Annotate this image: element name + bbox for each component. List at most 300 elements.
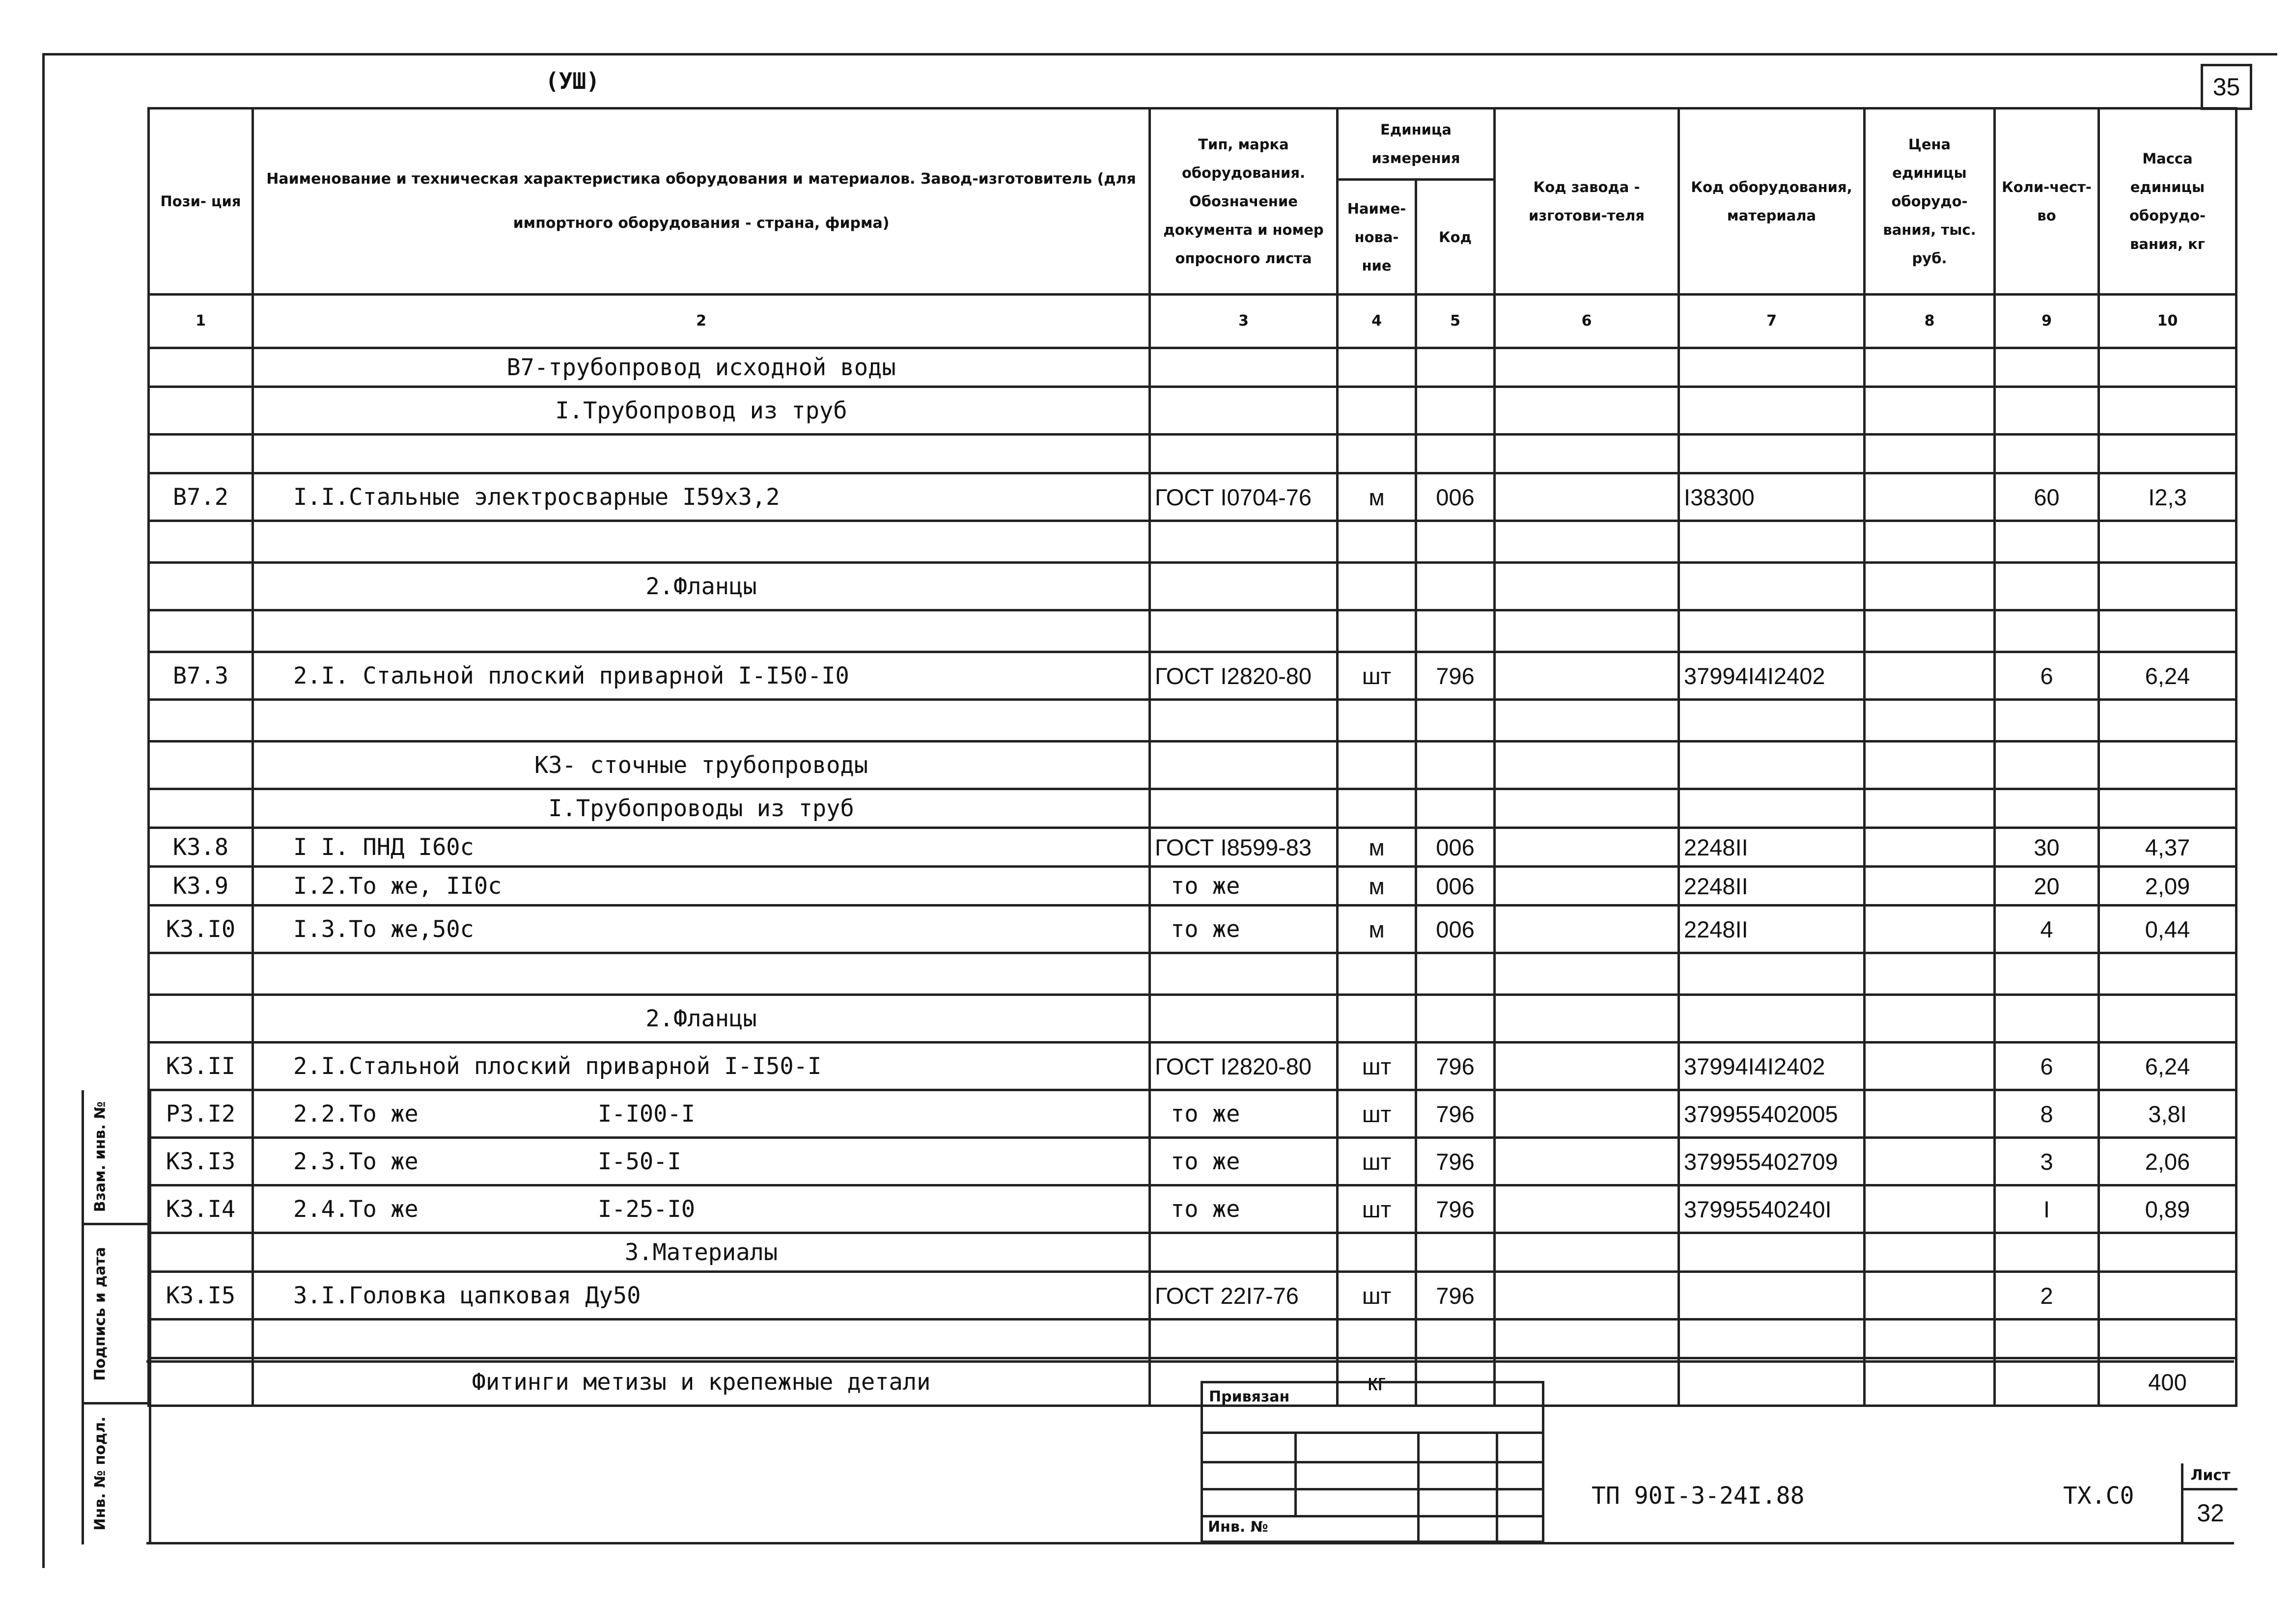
row-unit-code: 006: [1416, 828, 1495, 867]
row-unit: [1338, 348, 1416, 387]
row-document: [1150, 953, 1338, 995]
row-position: Р3.I2: [149, 1090, 253, 1138]
stamp-inv-label: Инв. №: [1208, 1518, 1268, 1536]
row-factory-code: [1495, 1320, 1679, 1358]
row-unit: [1338, 563, 1416, 610]
sheet-label: Лист: [2183, 1463, 2237, 1490]
row-price: [1865, 1043, 1995, 1090]
side-label-sign-date: Подпись и дата: [91, 1246, 109, 1381]
row-mass: [2099, 435, 2236, 473]
row-document: то же: [1150, 867, 1338, 906]
row-quantity: [1995, 435, 2099, 473]
row-document: то же: [1150, 1138, 1338, 1185]
row-unit: [1338, 521, 1416, 563]
sheet-box: [2181, 1463, 2237, 1542]
row-position: [149, 953, 253, 995]
header-unit-group: Единица измерения: [1338, 109, 1495, 180]
row-mass: [2099, 789, 2236, 828]
table-row: [149, 742, 2236, 789]
row-unit: шт: [1338, 652, 1416, 700]
row-name-size: I-25-I0: [598, 1195, 696, 1223]
row-price: [1865, 906, 1995, 953]
row-quantity: 20: [1995, 867, 2099, 906]
row-position: В7.3: [149, 652, 253, 700]
row-document: ГОСТ I8599-83: [1150, 828, 1338, 867]
row-unit: [1338, 387, 1416, 435]
row-quantity: 8: [1995, 1090, 2099, 1138]
row-mass: 4,37: [2099, 828, 2236, 867]
row-factory-code: [1495, 995, 1679, 1043]
row-price: [1865, 1358, 1995, 1406]
row-price: [1865, 789, 1995, 828]
row-equipment-code: 379955402709: [1679, 1138, 1865, 1185]
row-quantity: 30: [1995, 828, 2099, 867]
row-factory-code: [1495, 473, 1679, 521]
row-position: [149, 435, 253, 473]
header-equipment-code: Код оборудования, материала: [1679, 109, 1865, 295]
row-unit-code: [1416, 521, 1495, 563]
row-unit: [1338, 742, 1416, 789]
row-unit-code: 796: [1416, 1090, 1495, 1138]
row-equipment-code: [1679, 610, 1865, 652]
table-row: [149, 348, 2236, 387]
row-unit-code: [1416, 435, 1495, 473]
row-factory-code: [1495, 789, 1679, 828]
row-position: К3.8: [149, 828, 253, 867]
row-name: 3.I.Головка цапковая Ду50: [253, 1272, 1150, 1320]
row-mass: 6,24: [2099, 652, 2236, 700]
row-position: [149, 1358, 253, 1406]
header-unit-code: Код: [1416, 180, 1495, 295]
table-row: [149, 828, 2236, 867]
row-name: 2.Фланцы: [253, 563, 1150, 610]
row-price: [1865, 1138, 1995, 1185]
row-equipment-code: I38300: [1679, 473, 1865, 521]
row-unit-code: 796: [1416, 1138, 1495, 1185]
specification-body: [149, 348, 2236, 1406]
row-unit-code: 006: [1416, 906, 1495, 953]
header-position: Пози- ция: [149, 109, 253, 295]
row-equipment-code: [1679, 1272, 1865, 1320]
page-number: 35: [2201, 64, 2252, 110]
side-label-inv-original: Инв. № подл.: [91, 1416, 109, 1531]
row-price: [1865, 700, 1995, 742]
row-equipment-code: 37995540240I: [1679, 1185, 1865, 1233]
row-unit: [1338, 435, 1416, 473]
row-unit: м: [1338, 828, 1416, 867]
row-name: [253, 610, 1150, 652]
row-price: [1865, 610, 1995, 652]
row-name: [253, 435, 1150, 473]
footer-divider: [146, 1360, 2234, 1363]
row-unit-code: [1416, 387, 1495, 435]
row-name-size: I-50-I: [598, 1148, 681, 1175]
header-mass: Масса единицы оборудо-вания, кг: [2099, 109, 2236, 295]
row-unit-code: [1416, 789, 1495, 828]
row-equipment-code: [1679, 435, 1865, 473]
table-row: [149, 387, 2236, 435]
row-mass: [2099, 1272, 2236, 1320]
row-price: [1865, 387, 1995, 435]
row-unit-code: 006: [1416, 867, 1495, 906]
column-number: 4: [1338, 295, 1416, 348]
row-position: [149, 348, 253, 387]
row-mass: [2099, 521, 2236, 563]
table-row: [149, 1090, 2236, 1138]
column-number: 7: [1679, 295, 1865, 348]
row-unit-code: [1416, 1233, 1495, 1272]
row-price: [1865, 1233, 1995, 1272]
row-position: [149, 610, 253, 652]
column-number: 2: [253, 295, 1150, 348]
row-unit: шт: [1338, 1090, 1416, 1138]
row-quantity: [1995, 789, 2099, 828]
table-row: [149, 867, 2236, 906]
specification-table: [147, 107, 2237, 1407]
row-position: К3.9: [149, 867, 253, 906]
row-factory-code: [1495, 563, 1679, 610]
row-equipment-code: [1679, 789, 1865, 828]
row-equipment-code: 379955402005: [1679, 1090, 1865, 1138]
row-unit: [1338, 1320, 1416, 1358]
row-price: [1865, 1272, 1995, 1320]
column-number: 8: [1865, 295, 1995, 348]
row-factory-code: [1495, 1233, 1679, 1272]
footer-bottom-line: [146, 1542, 2234, 1544]
row-mass: [2099, 1233, 2236, 1272]
header-type-mark: Тип, марка оборудования. Обозначение документа и номер опросного листа: [1150, 109, 1338, 295]
table-row: [149, 610, 2236, 652]
row-factory-code: [1495, 1090, 1679, 1138]
row-factory-code: [1495, 700, 1679, 742]
table-row: [149, 1272, 2236, 1320]
row-position: [149, 521, 253, 563]
row-unit-code: [1416, 742, 1495, 789]
side-cell-inv-original: [84, 1404, 149, 1542]
row-document: [1150, 700, 1338, 742]
row-unit: шт: [1338, 1272, 1416, 1320]
row-position: К3.I4: [149, 1185, 253, 1233]
row-quantity: [1995, 1358, 2099, 1406]
row-unit-code: 796: [1416, 1043, 1495, 1090]
row-equipment-code: [1679, 700, 1865, 742]
row-equipment-code: 2248II: [1679, 828, 1865, 867]
row-equipment-code: [1679, 348, 1865, 387]
sheet-number: 32: [2197, 1499, 2224, 1527]
row-mass: 6,24: [2099, 1043, 2236, 1090]
row-name: 2.I. Стальной плоский приварной I-I50-I0: [253, 652, 1150, 700]
table-row: [149, 1233, 2236, 1272]
row-mass: I2,3: [2099, 473, 2236, 521]
row-price: [1865, 652, 1995, 700]
table-row: [149, 473, 2236, 521]
row-position: [149, 1233, 253, 1272]
table-row: [149, 435, 2236, 473]
row-document: то же: [1150, 1090, 1338, 1138]
row-name: 2.I.Стальной плоский приварной I-I50-I: [253, 1043, 1150, 1090]
row-factory-code: [1495, 953, 1679, 995]
row-equipment-code: 2248II: [1679, 867, 1865, 906]
header-unit-name: Наиме-нова-ние: [1338, 180, 1416, 295]
row-equipment-code: [1679, 953, 1865, 995]
side-cell-inv-replace: [84, 1090, 149, 1225]
row-name: Фитинги метизы и крепежные детали: [253, 1358, 1150, 1406]
table-row: [149, 1185, 2236, 1233]
table-row: [149, 1320, 2236, 1358]
row-name: В7-трубопровод исходной воды: [253, 348, 1150, 387]
row-quantity: 60: [1995, 473, 2099, 521]
row-unit-code: [1416, 610, 1495, 652]
row-quantity: [1995, 953, 2099, 995]
row-name: I.2.То же, II0с: [253, 867, 1150, 906]
row-mass: 2,09: [2099, 867, 2236, 906]
row-mass: [2099, 610, 2236, 652]
table-row: [149, 906, 2236, 953]
row-document: [1150, 995, 1338, 1043]
row-name-size: I-I00-I: [598, 1100, 696, 1128]
row-mass: [2099, 387, 2236, 435]
row-name: [253, 1138, 1150, 1185]
row-price: [1865, 521, 1995, 563]
row-document: [1150, 1233, 1338, 1272]
row-factory-code: [1495, 828, 1679, 867]
row-document: ГОСТ I2820-80: [1150, 1043, 1338, 1090]
table-row: [149, 652, 2236, 700]
row-equipment-code: 2248II: [1679, 906, 1865, 953]
row-unit: шт: [1338, 1185, 1416, 1233]
row-quantity: [1995, 700, 2099, 742]
row-unit-code: 796: [1416, 652, 1495, 700]
row-unit-code: 006: [1416, 473, 1495, 521]
row-factory-code: [1495, 652, 1679, 700]
row-document: [1150, 387, 1338, 435]
row-unit: м: [1338, 473, 1416, 521]
row-equipment-code: [1679, 742, 1865, 789]
stamp-title: Привязан: [1201, 1381, 1544, 1434]
row-equipment-code: [1679, 995, 1865, 1043]
row-price: [1865, 563, 1995, 610]
row-quantity: [1995, 1320, 2099, 1358]
row-price: [1865, 995, 1995, 1043]
header-quantity: Коли-чест-во: [1995, 109, 2099, 295]
row-name: [253, 521, 1150, 563]
row-mass: 400: [2099, 1358, 2236, 1406]
header-row: [149, 109, 2236, 180]
row-document: [1150, 789, 1338, 828]
document-code: ТП 90I-3-24I.88: [1592, 1482, 1805, 1510]
row-factory-code: [1495, 906, 1679, 953]
row-quantity: [1995, 995, 2099, 1043]
row-unit-code: [1416, 700, 1495, 742]
row-price: [1865, 953, 1995, 995]
row-factory-code: [1495, 867, 1679, 906]
header-name: Наименование и техническая характеристика оборудования и материалов. Завод-изготовитель (для импортного оборудования - страна, фирма): [253, 109, 1150, 295]
row-equipment-code: [1679, 521, 1865, 563]
header-price: Цена единицы оборудо-вания, тыс. руб.: [1865, 109, 1995, 295]
row-name: [253, 700, 1150, 742]
column-number: 10: [2099, 295, 2236, 348]
table-row: [149, 700, 2236, 742]
row-mass: [2099, 742, 2236, 789]
row-name: I.Трубопроводы из труб: [253, 789, 1150, 828]
row-quantity: [1995, 348, 2099, 387]
row-quantity: [1995, 387, 2099, 435]
row-position: [149, 700, 253, 742]
row-price: [1865, 742, 1995, 789]
row-price: [1865, 867, 1995, 906]
row-unit: [1338, 953, 1416, 995]
row-quantity: 4: [1995, 906, 2099, 953]
row-name: I.Трубопровод из труб: [253, 387, 1150, 435]
row-unit-code: 796: [1416, 1185, 1495, 1233]
row-position: [149, 1320, 253, 1358]
row-mass: [2099, 700, 2236, 742]
row-document: ГОСТ 22I7-76: [1150, 1272, 1338, 1320]
row-unit-code: [1416, 953, 1495, 995]
row-unit: [1338, 700, 1416, 742]
row-factory-code: [1495, 610, 1679, 652]
column-number: 1: [149, 295, 253, 348]
row-unit-code: [1416, 348, 1495, 387]
row-position: В7.2: [149, 473, 253, 521]
row-quantity: [1995, 521, 2099, 563]
row-document: ГОСТ I2820-80: [1150, 652, 1338, 700]
column-number: 3: [1150, 295, 1338, 348]
column-number: 5: [1416, 295, 1495, 348]
row-position: [149, 995, 253, 1043]
row-equipment-code: 37994I4I2402: [1679, 1043, 1865, 1090]
row-price: [1865, 435, 1995, 473]
row-position: [149, 742, 253, 789]
section-mark: (УШ): [545, 68, 600, 94]
row-position: [149, 563, 253, 610]
row-equipment-code: 37994I4I2402: [1679, 652, 1865, 700]
row-name: [253, 953, 1150, 995]
row-unit: [1338, 995, 1416, 1043]
document-mark: ТХ.С0: [2063, 1482, 2134, 1510]
row-mass: [2099, 1320, 2236, 1358]
table-row: [149, 1043, 2236, 1090]
table-row: [149, 1358, 2236, 1406]
table-row: [149, 563, 2236, 610]
column-number-row: [149, 295, 2236, 348]
row-mass: 0,44: [2099, 906, 2236, 953]
row-price: [1865, 1090, 1995, 1138]
row-name-main: 2.2.То же: [293, 1100, 419, 1128]
header-factory-code: Код завода - изготови-теля: [1495, 109, 1679, 295]
row-quantity: 2: [1995, 1272, 2099, 1320]
table-row: [149, 789, 2236, 828]
row-position: К3.II: [149, 1043, 253, 1090]
row-mass: 0,89: [2099, 1185, 2236, 1233]
row-price: [1865, 1185, 1995, 1233]
row-unit: [1338, 789, 1416, 828]
row-price: [1865, 348, 1995, 387]
table-row: [149, 1138, 2236, 1185]
row-quantity: 6: [1995, 1043, 2099, 1090]
row-unit: [1338, 1233, 1416, 1272]
row-unit: шт: [1338, 1138, 1416, 1185]
row-document: [1150, 435, 1338, 473]
row-name: [253, 1185, 1150, 1233]
row-factory-code: [1495, 742, 1679, 789]
row-name: I.3.То же,50с: [253, 906, 1150, 953]
row-unit: [1338, 610, 1416, 652]
side-stamp-strip: [82, 1090, 151, 1544]
row-factory-code: [1495, 1272, 1679, 1320]
table-row: [149, 521, 2236, 563]
row-factory-code: [1495, 1185, 1679, 1233]
row-unit-code: 796: [1416, 1272, 1495, 1320]
row-factory-code: [1495, 348, 1679, 387]
row-unit-code: [1416, 563, 1495, 610]
column-number: 9: [1995, 295, 2099, 348]
row-document: то же: [1150, 1185, 1338, 1233]
row-name: I I. ПНД I60с: [253, 828, 1150, 867]
row-mass: [2099, 953, 2236, 995]
row-mass: 3,8I: [2099, 1090, 2236, 1138]
row-name: [253, 1320, 1150, 1358]
row-quantity: [1995, 742, 2099, 789]
row-mass: 2,06: [2099, 1138, 2236, 1185]
row-name: К3- сточные трубопроводы: [253, 742, 1150, 789]
row-equipment-code: [1679, 387, 1865, 435]
row-factory-code: [1495, 521, 1679, 563]
row-position: К3.I0: [149, 906, 253, 953]
row-document: [1150, 742, 1338, 789]
stamp-grid: [1201, 1434, 1544, 1543]
binding-stamp: [1201, 1381, 1544, 1543]
row-factory-code: [1495, 435, 1679, 473]
row-unit: кг: [1338, 1358, 1416, 1406]
table-row: [149, 995, 2236, 1043]
side-cell-sign-date: [84, 1225, 149, 1404]
row-quantity: I: [1995, 1185, 2099, 1233]
row-name-main: 2.4.То же: [293, 1195, 419, 1223]
row-unit-code: [1416, 995, 1495, 1043]
row-unit: м: [1338, 906, 1416, 953]
table-row: [149, 953, 2236, 995]
row-quantity: [1995, 610, 2099, 652]
row-mass: [2099, 348, 2236, 387]
row-factory-code: [1495, 1138, 1679, 1185]
row-document: ГОСТ I0704-76: [1150, 473, 1338, 521]
column-number: 6: [1495, 295, 1679, 348]
side-label-inv-replace: Взам. инв. №: [91, 1101, 109, 1212]
row-factory-code: [1495, 1043, 1679, 1090]
row-equipment-code: [1679, 1320, 1865, 1358]
row-name: 3.Материалы: [253, 1233, 1150, 1272]
row-mass: [2099, 995, 2236, 1043]
row-name: I.I.Стальные электросварные I59х3,2: [253, 473, 1150, 521]
row-price: [1865, 828, 1995, 867]
row-name: [253, 1090, 1150, 1138]
row-mass: [2099, 563, 2236, 610]
row-equipment-code: [1679, 563, 1865, 610]
row-price: [1865, 473, 1995, 521]
row-unit: м: [1338, 867, 1416, 906]
row-document: [1150, 610, 1338, 652]
row-document: [1150, 563, 1338, 610]
row-equipment-code: [1679, 1233, 1865, 1272]
row-equipment-code: [1679, 1358, 1865, 1406]
row-position: К3.I5: [149, 1272, 253, 1320]
row-position: [149, 789, 253, 828]
row-quantity: 6: [1995, 652, 2099, 700]
row-name: 2.Фланцы: [253, 995, 1150, 1043]
row-document: то же: [1150, 906, 1338, 953]
row-quantity: [1995, 1233, 2099, 1272]
